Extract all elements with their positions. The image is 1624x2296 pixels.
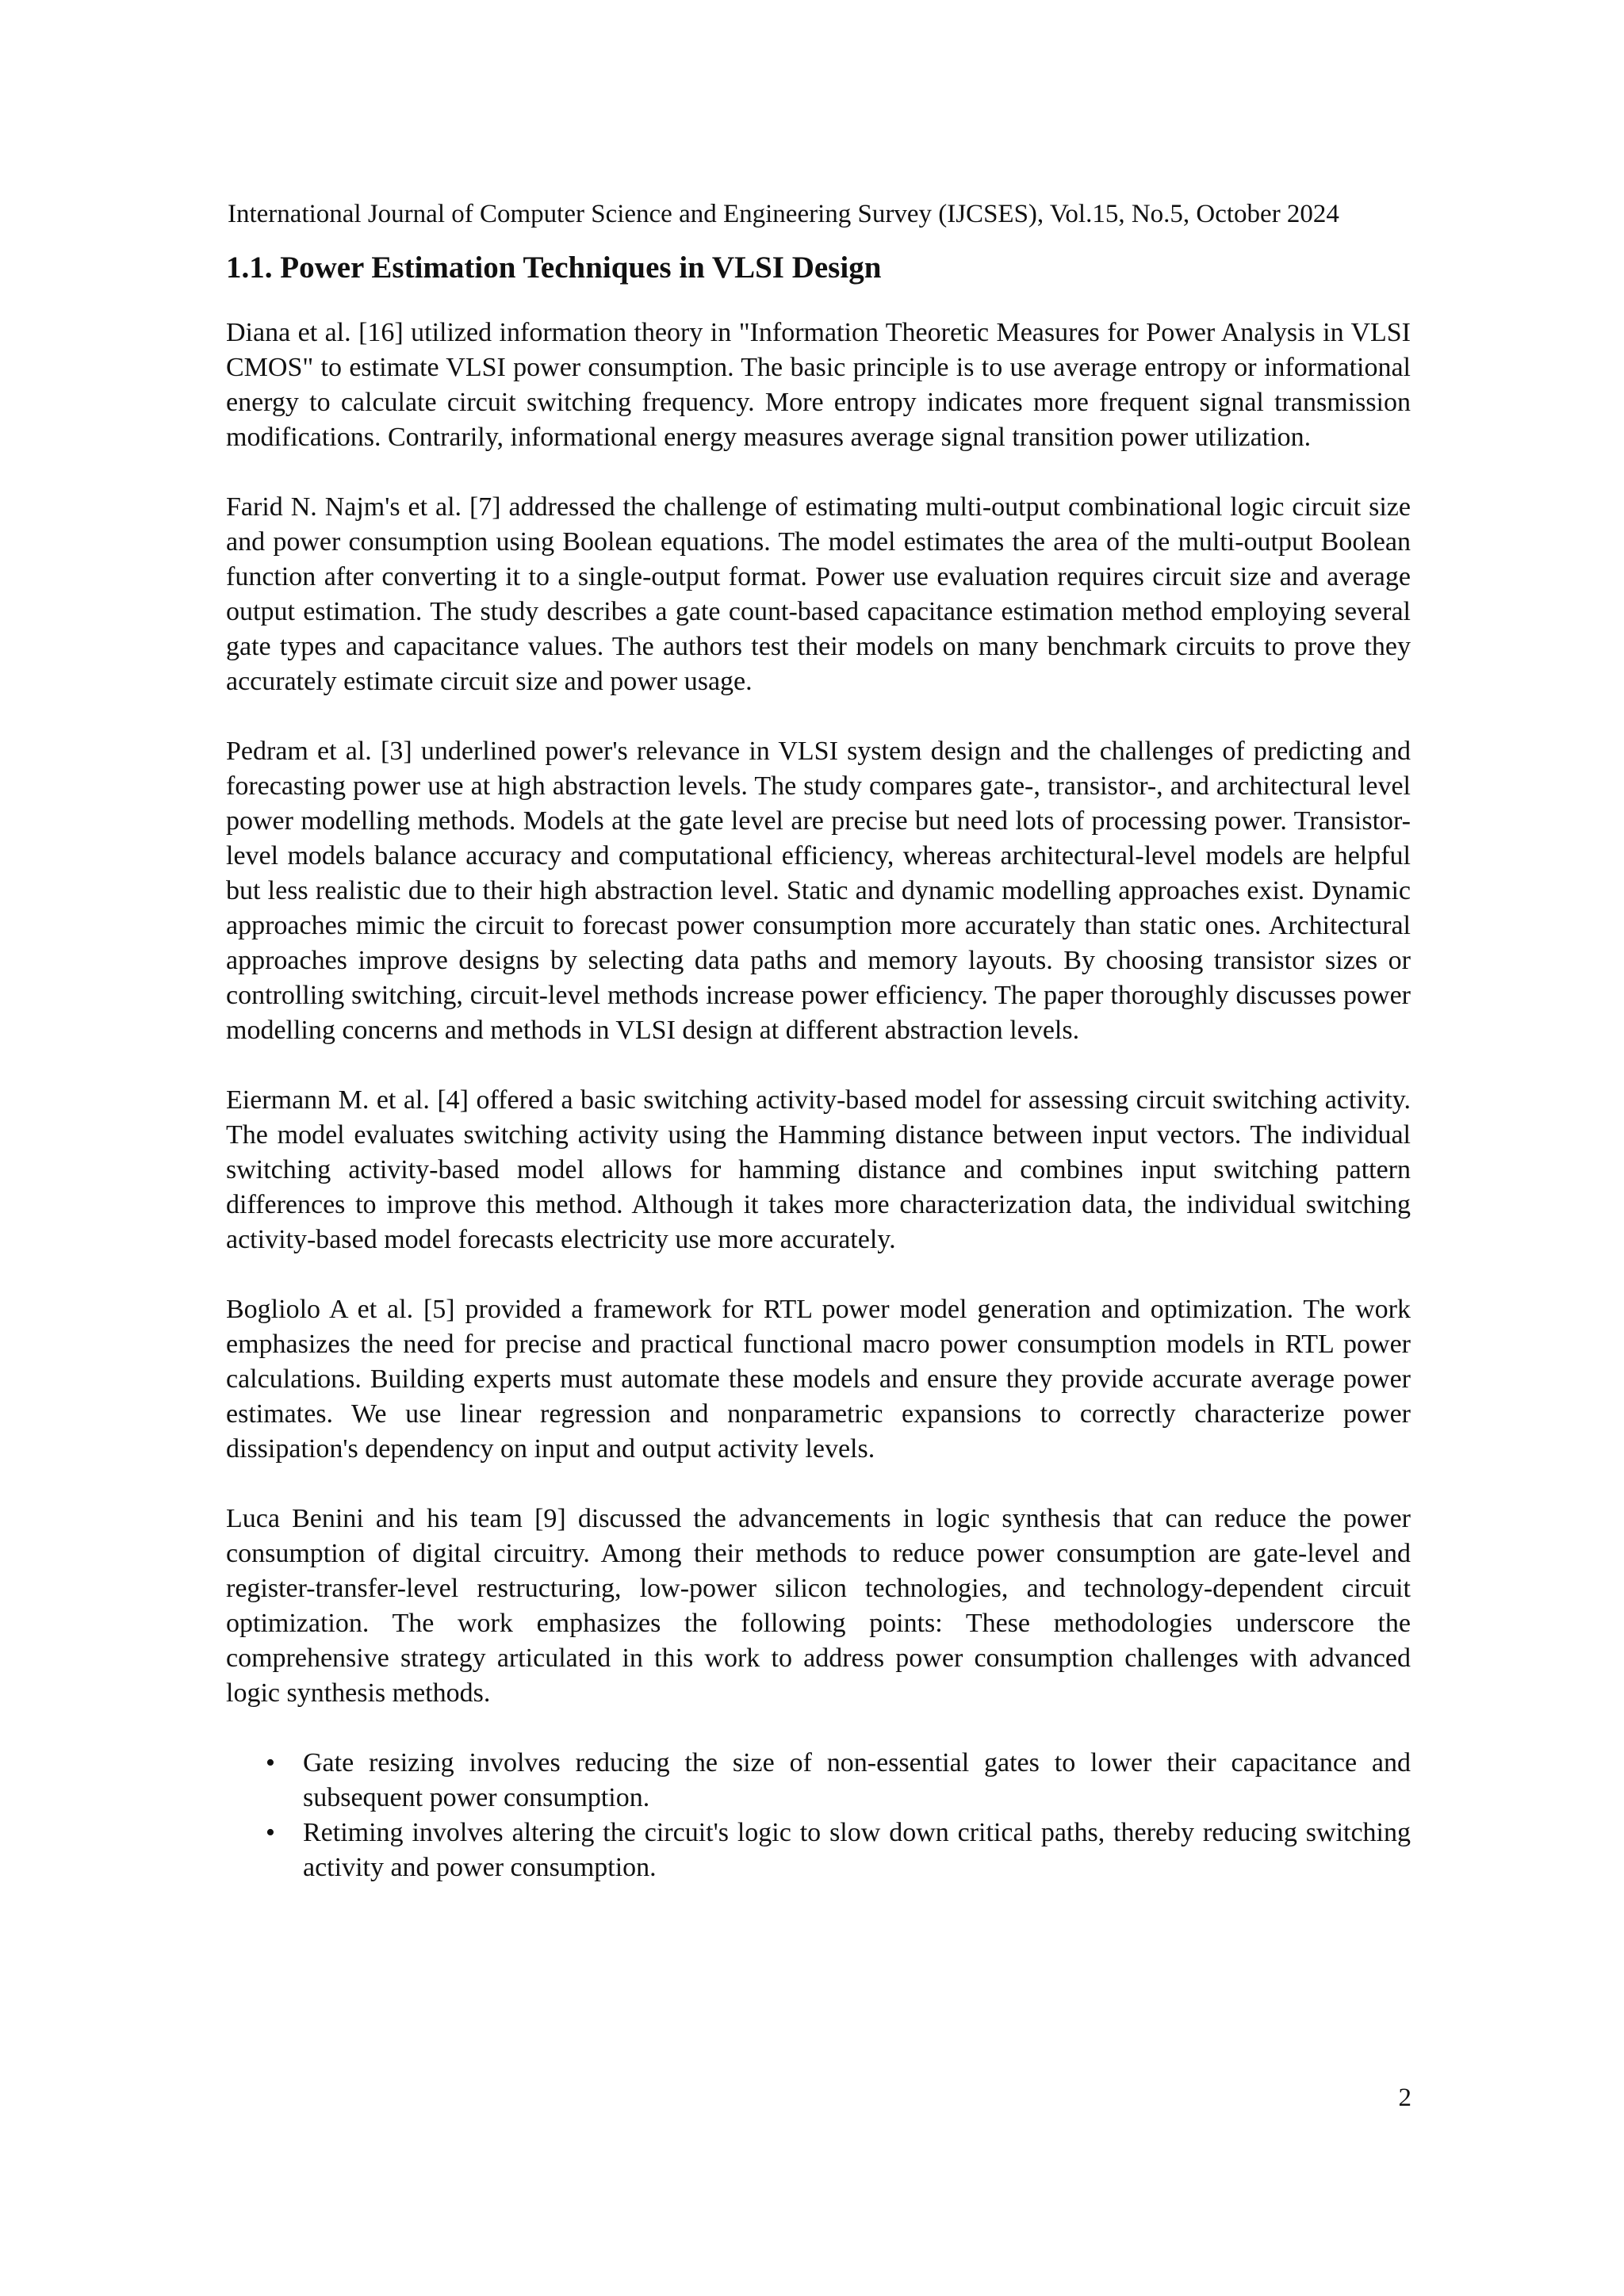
bullet-text-retiming: Retiming involves altering the circuit's logic to slow down critical paths, thereby reducing switching activity and power consumption. [303, 1818, 1411, 1882]
list-item [226, 1816, 1411, 1885]
list-item [226, 1746, 1411, 1816]
bullet-marker: • [266, 1818, 275, 1847]
section-heading: 1.1. Power Estimation Techniques in VLSI Design [226, 251, 882, 285]
paragraph-najm: Farid N. Najm's et al. [7] addressed the challenge of estimating multi-output combinational logic circuit size and power consumption using Boolean equations. The model estimates the area of the multi-output Boolean function after converting it to a single-output format. Power use evaluation requires circuit size and average output estimation. The study describes a gate count-based capacitance estimation method employing several gate types and capacitance values. The authors test their models on many benchmark circuits to prove they accurately estimate circuit size and power usage. [226, 492, 1411, 696]
page-number: 2 [1398, 2084, 1411, 2112]
bullet-marker: • [266, 1748, 275, 1777]
running-header: International Journal of Computer Science and Engineering Survey (IJCSES), Vol.15, No.5, October 2024 [228, 200, 1339, 228]
paragraph-diana: Diana et al. [16] utilized information theory in "Information Theoretic Measures for Power Analysis in VLSI CMOS" to estimate VLSI power consumption. The basic principle is to use average entropy or informational energy to calculate circuit switching frequency. More entropy indicates more frequent signal transmission modifications. Contrarily, informational energy measures average signal transition power utilization. [226, 318, 1411, 452]
paragraph-eiermann: Eiermann M. et al. [4] offered a basic switching activity-based model for assessing circuit switching activity. The model evaluates switching activity using the Hamming distance between input vectors. The individual switching activity-based model allows for hamming distance and combines input switching pattern differences to improve this method. Although it takes more characterization data, the individual switching activity-based model forecasts electricity use more accurately. [226, 1085, 1411, 1254]
paragraph-benini: Luca Benini and his team [9] discussed the advancements in logic synthesis that can reduce the power consumption of digital circuitry. Among their methods to reduce power consumption are gate-level and register-transfer-level restructuring, low-power silicon technologies, and technology-dependent circuit optimization. The work emphasizes the following points: These methodologies underscore the comprehensive strategy articulated in this work to address power consumption challenges with advanced logic synthesis methods. [226, 1504, 1411, 1708]
paragraph-bogliolo: Bogliolo A et al. [5] provided a framework for RTL power model generation and optimization. The work emphasizes the need for precise and practical functional macro power consumption models in RTL power calculations. Building experts must automate these models and ensure they provide accurate average power estimates. We use linear regression and nonparametric expansions to correctly characterize power dissipation's dependency on input and output activity levels. [226, 1295, 1411, 1464]
paragraph-pedram: Pedram et al. [3] underlined power's relevance in VLSI system design and the challenges of predicting and forecasting power use at high abstraction levels. The study compares gate-, transistor-, and architectural level power modelling methods. Models at the gate level are precise but need lots of processing power. Transistor-level models balance accuracy and computational efficiency, whereas architectural-level models are helpful but less realistic due to their high abstraction level. Static and dynamic modelling approaches exist. Dynamic approaches mimic the circuit to forecast power consumption more accurately than static ones. Architectural approaches improve designs by selecting data paths and memory layouts. By choosing transistor sizes or controlling switching, circuit-level methods increase power efficiency. The paper thoroughly discusses power modelling concerns and methods in VLSI design at different abstraction levels. [226, 737, 1411, 1045]
bullet-list [226, 1746, 1411, 1885]
body-text [226, 316, 1411, 1885]
bullet-text-gate-resizing: Gate resizing involves reducing the size of non-essential gates to lower their capacitance and subsequent power consumption. [303, 1748, 1411, 1812]
